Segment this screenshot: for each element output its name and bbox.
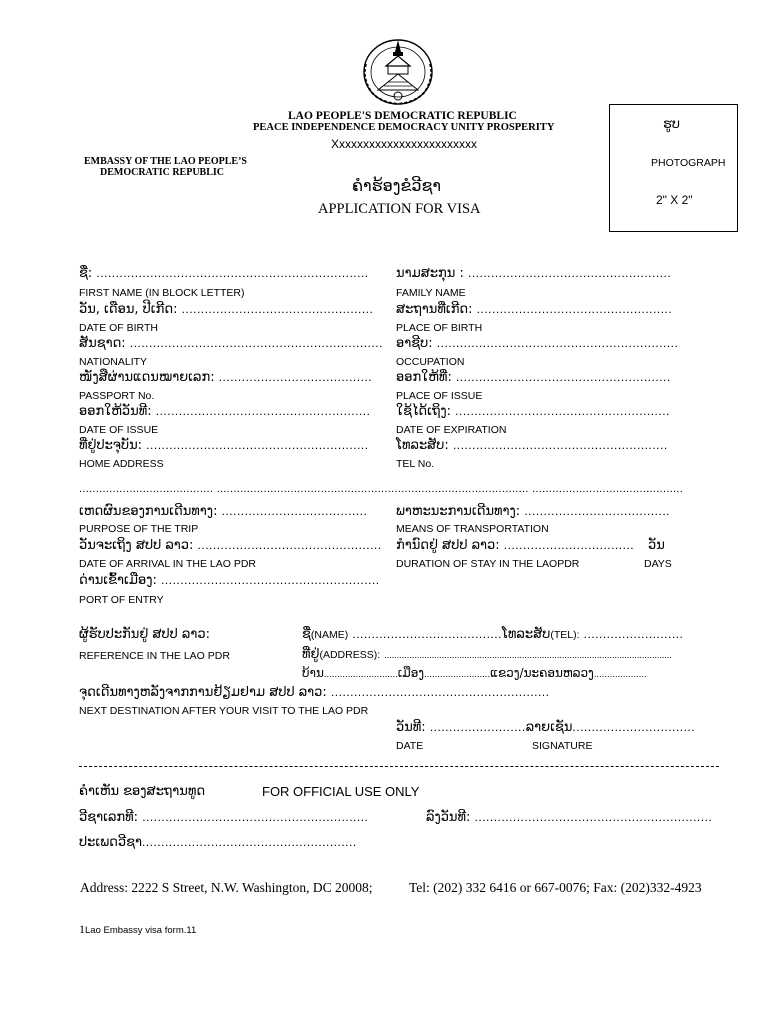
family-name-caption: FAMILY NAME xyxy=(396,287,466,299)
place-of-issue-caption: PLACE OF ISSUE xyxy=(396,390,483,402)
tel-caption: TEL No. xyxy=(396,458,435,470)
photo-label: PHOTOGRAPH xyxy=(651,157,726,169)
arrival-date-caption: DATE OF ARRIVAL IN THE LAO PDR xyxy=(79,558,256,570)
first-name-dots: ....................................................................... xyxy=(96,266,369,280)
date-of-expiration-dots: ........................................................ xyxy=(455,404,670,418)
province-label-lao: ແຂວງ/ນະຄອນຫລວງ xyxy=(490,666,594,680)
visa-number-label-lao: ວີຊາເລກທີ: xyxy=(79,810,139,825)
village-label-lao: ບ້ານ xyxy=(302,666,324,680)
date-of-expiration-field[interactable] xyxy=(396,404,670,419)
tel-label-lao: ໂທລະສັບ: xyxy=(396,438,449,453)
reference-name-label-lao: ຊື່ xyxy=(302,627,311,642)
reference-location-field[interactable] xyxy=(302,666,647,680)
nationality-dots: .................................................................. xyxy=(129,336,383,350)
home-address-label-lao: ທີ່ຢູ່ປະຈຸບັນ: xyxy=(79,438,143,453)
occupation-dots: ............................................................... xyxy=(436,336,679,350)
date-of-birth-caption: DATE OF BIRTH xyxy=(79,322,158,334)
place-of-issue-label-lao: ອອກໃຫ້ທີ່: xyxy=(396,370,452,385)
passport-number-caption: PASSPORT No. xyxy=(79,390,155,402)
district-label-lao: ເມືອງ xyxy=(397,666,425,680)
duration-unit-lao: ວັນ xyxy=(648,538,665,553)
date-of-expiration-label-lao: ໃຊ້ໄດ້ເຖິງ: xyxy=(396,404,452,419)
visa-number-dots: ........................................................... xyxy=(142,810,369,824)
duration-label-lao: ກຳນົດຢູ່ ສປປ ລາວ: xyxy=(396,538,500,553)
visa-type-label-lao: ປະເພດວີຊາ xyxy=(79,835,142,850)
tel-field[interactable] xyxy=(396,438,668,453)
home-address-continuation[interactable]: ........................................ ............................................................................................. ............................................. xyxy=(79,483,684,495)
form-footer xyxy=(79,918,196,937)
home-address-caption: HOME ADDRESS xyxy=(79,458,164,470)
reference-caption: REFERENCE IN THE LAO PDR xyxy=(79,650,230,662)
arrival-date-dots: ................................................ xyxy=(197,538,382,552)
embassy-address: Address: 2222 S Street, N.W. Washington, DC 20008; xyxy=(80,880,373,895)
duration-dots: .................................. xyxy=(503,538,635,552)
reference-name-label: (NAME) xyxy=(310,629,349,641)
reference-address-label: (ADDRESS): xyxy=(319,649,381,661)
next-destination-field[interactable] xyxy=(79,685,549,700)
district-dots: ......................... xyxy=(424,669,491,680)
reference-name-field[interactable] xyxy=(302,627,683,642)
tel-dots: ........................................................ xyxy=(452,438,668,452)
date-of-issue-dots: ........................................................ xyxy=(155,404,371,418)
embassy-name-line1: EMBASSY OF THE LAO PEOPLE’S xyxy=(84,156,247,167)
occupation-label-lao: ອາຊີບ: xyxy=(396,336,433,351)
place-of-birth-dots: ................................................... xyxy=(476,302,673,316)
form-name: Lao Embassy visa form.11 xyxy=(85,925,197,936)
passport-number-field[interactable] xyxy=(79,370,372,385)
home-address-dots: .......................................................... xyxy=(146,438,369,452)
family-name-field[interactable] xyxy=(396,266,671,281)
nationality-label-lao: ສັນຊາດ: xyxy=(79,336,126,351)
date-of-issue-label-lao: ອອກໃຫ້ວັນທີ: xyxy=(79,404,152,419)
family-name-dots: ..................................................... xyxy=(467,266,672,280)
place-of-issue-dots: ........................................................ xyxy=(455,370,671,384)
reference-address-label-lao: ທີ່ຢູ່ xyxy=(302,647,320,662)
home-address-field[interactable] xyxy=(79,438,369,453)
official-date-label-lao: ລົງວັນທີ: xyxy=(426,810,471,825)
purpose-label-lao: ເຫດຜົນຂອງການເດີນທາງ: xyxy=(79,504,218,519)
purpose-dots: ...................................... xyxy=(221,504,368,518)
visa-number-field[interactable] xyxy=(79,810,368,825)
first-name-label-lao: ຊື່: xyxy=(79,266,93,281)
occupation-field[interactable] xyxy=(396,336,678,351)
transport-caption: MEANS OF TRANSPORTATION xyxy=(396,523,549,535)
village-dots: ............................ xyxy=(323,669,398,680)
official-date-dots: .............................................................. xyxy=(474,810,713,824)
reference-label-lao: ຜູ້ຮັບປະກັນຢູ່ ສປປ ລາວ: xyxy=(79,627,210,642)
nationality-caption: NATIONALITY xyxy=(79,356,148,368)
sign-date-label-lao: ວັນທີ: xyxy=(396,720,426,735)
date-of-issue-field[interactable] xyxy=(79,404,370,419)
first-name-field[interactable] xyxy=(79,266,369,281)
next-destination-dots: ......................................................... xyxy=(330,685,550,699)
date-of-issue-caption: DATE OF ISSUE xyxy=(79,424,159,436)
purpose-field[interactable] xyxy=(79,504,367,519)
transport-label-lao: ພາຫະນະການເດີນທາງ: xyxy=(396,504,521,519)
official-date-field[interactable] xyxy=(426,810,712,825)
signature-caption: SIGNATURE xyxy=(532,740,593,752)
place-of-birth-field[interactable] xyxy=(396,302,672,317)
occupation-caption: OCCUPATION xyxy=(396,356,465,368)
sign-date-caption: DATE xyxy=(396,740,424,752)
date-of-expiration-caption: DATE OF EXPIRATION xyxy=(396,424,507,436)
place-of-birth-label-lao: ສະຖານທີ່ເກີດ: xyxy=(396,302,473,317)
port-of-entry-label-lao: ດ່ານເຂົ້າເມືອງ: xyxy=(79,573,157,588)
days-caption: DAYS xyxy=(644,558,672,570)
embassy-contact: Tel: (202) 332 6416 or 667-0076; Fax: (202)332-4923 xyxy=(409,880,702,895)
form-number: 1 xyxy=(79,922,85,936)
photo-label-lao: ຮູບ xyxy=(663,117,681,132)
place-of-birth-caption: PLACE OF BIRTH xyxy=(396,322,483,334)
nationality-field[interactable] xyxy=(79,336,383,351)
date-of-birth-field[interactable] xyxy=(79,302,373,317)
section-divider xyxy=(79,766,719,767)
embassy-name-line2: DEMOCRATIC REPUBLIC xyxy=(100,167,224,178)
place-of-issue-field[interactable] xyxy=(396,370,671,385)
next-destination-label-lao: ຈຸດເດີນທາງຫລັງຈາກການຢ້ຽມຢາມ ສປປ ລາວ: xyxy=(79,685,327,700)
port-of-entry-dots: ......................................................... xyxy=(161,573,380,587)
title-lao: ຄຳຮ້ອງຂໍວີຊາ xyxy=(352,176,442,195)
reference-name-dots: ....................................... xyxy=(352,627,502,641)
date-of-birth-dots: .................................................. xyxy=(181,302,374,316)
reference-address-dots: ................................................................................................................... xyxy=(384,650,672,660)
reference-tel-label: (TEL): xyxy=(550,629,580,641)
signature-dots: ................................ xyxy=(572,720,696,734)
transport-field[interactable] xyxy=(396,504,670,519)
reference-address-field[interactable] xyxy=(302,647,672,662)
national-motto: PEACE INDEPENDENCE DEMOCRACY UNITY PROSPERITY xyxy=(253,122,555,133)
port-of-entry-caption: PORT OF ENTRY xyxy=(79,594,164,606)
official-use-title: FOR OFFICIAL USE ONLY xyxy=(262,784,420,799)
embassy-comments-label-lao: ຄຳເຫັນ ຂອງສະຖານທູດ xyxy=(79,784,206,799)
passport-number-label-lao: ໜັງສືຜ່ານແດນໝາຍເລກ: xyxy=(79,370,215,385)
arrival-date-label-lao: ວັນຈະເຖິງ ສປປ ລາວ: xyxy=(79,538,194,553)
reference-tel-label-lao: ໂທລະສັບ xyxy=(501,627,551,642)
arrival-date-field[interactable] xyxy=(79,538,382,553)
page-title: APPLICATION FOR VISA xyxy=(318,201,481,217)
duration-field[interactable] xyxy=(396,538,634,553)
transport-dots: ...................................... xyxy=(524,504,671,518)
purpose-caption: PURPOSE OF THE TRIP xyxy=(79,523,199,535)
visa-type-dots: ........................................................ xyxy=(141,835,357,849)
passport-number-dots: ........................................ xyxy=(218,370,373,384)
next-destination-caption: NEXT DESTINATION AFTER YOUR VISIT TO THE LAO PDR xyxy=(79,705,369,717)
duration-caption: DURATION OF STAY IN THE LAOPDR xyxy=(396,558,580,570)
embassy-location-placeholder: Xxxxxxxxxxxxxxxxxxxxxxxx xyxy=(331,137,478,151)
first-name-caption: FIRST NAME (IN BLOCK LETTER) xyxy=(79,287,245,299)
signature-label-lao: ລາຍເຊັນ xyxy=(525,720,573,735)
date-of-birth-label-lao: ວັນ, ເດືອນ, ປີເກີດ: xyxy=(79,302,178,317)
port-of-entry-field[interactable] xyxy=(79,573,380,588)
sign-date-dots: ......................... xyxy=(429,720,526,734)
lao-national-emblem xyxy=(358,32,438,110)
family-name-label-lao: ນາມສະກຸນ : xyxy=(396,266,464,281)
photo-size: 2" X 2" xyxy=(656,193,693,207)
province-dots: .................... xyxy=(593,669,647,680)
visa-type-field[interactable] xyxy=(79,835,357,850)
republic-title: LAO PEOPLE'S DEMOCRATIC REPUBLIC xyxy=(288,110,517,122)
signature-date-field[interactable] xyxy=(396,720,695,735)
reference-tel-dots: .......................... xyxy=(583,627,684,641)
